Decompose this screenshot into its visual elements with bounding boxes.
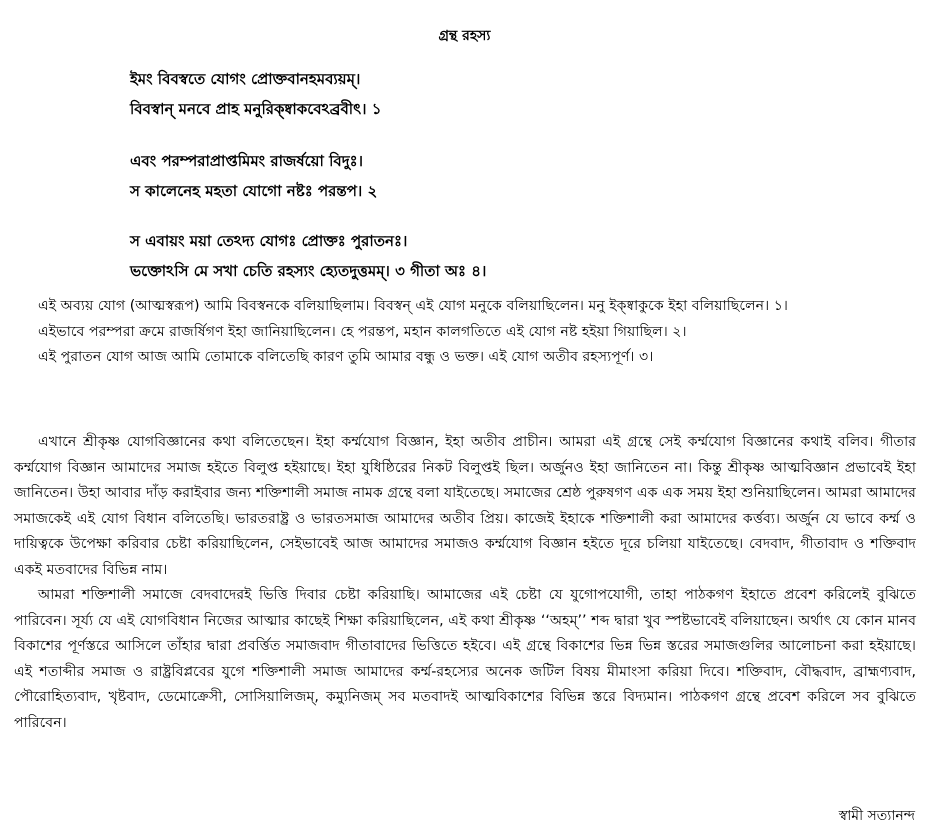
verse-line: বিবস্বান্ মনবে প্রাহ মনুরিক্ষ্বাকবেঽব্রবীৎ। ১: [130, 100, 382, 118]
verse-line: এবং পরম্পরাপ্রাপ্তমিমং রাজর্ষয়ো বিদুঃ।: [130, 152, 363, 170]
translation-section: [14, 294, 916, 371]
body-paragraph: এখানে শ্রীকৃষ্ণ যোগবিজ্ঞানের কথা বলিতেছেন। ইহা কর্ম্মযোগ বিজ্ঞান, ইহা অতীব প্রাচীন। আমরা এই গ্রন্থে সেই কর্ম্মযোগ বিজ্ঞানের কথাই বলিব। গীতার কর্ম্মযোগ বিজ্ঞান আমাদের সমাজ হইতে বিলুপ্ত হইয়াছে। ইহা যুধিষ্ঠিরের নিকট বিলুপ্তই ছিল। অর্জুনও ইহা জানিতেন না। কিন্তু শ্রীকৃষ্ণ আত্মবিজ্ঞান প্রভাবেই ইহা জানিতেন। উহা আবার দাঁড় করাইবার জন্য শক্তিশালী সমাজ নামক গ্রন্থে বলা যাইতেছে। সমাজের শ্রেষ্ঠ পুরুষগণ এক এক সময় ইহা শুনিয়াছিলেন। আমরা আমাদের সমাজকেই এই যোগ বিধান বলিতেছি। ভারতরাষ্ট্র ও ভারতসমাজ আমাদের অতীব প্রিয়। কাজেই ইহাকে শক্তিশালী করা আমাদের কর্ত্তব্য। অর্জুন যে ভাবে কর্ম্ম ও দায়িত্বকে উপেক্ষা করিবার চেষ্টা করিয়াছিলেন, সেইভাবেই আজ আমাদের সমাজও কর্ম্মযোগ বিজ্ঞান হইতে দূরে চলিয়া যাইতেছে। বেদবাদ, গীতাবাদ ও শক্তিবাদ একই মতবাদের বিভিন্ন নাম।: [14, 434, 916, 578]
translation-paragraph: এই অব্যয় যোগ (আত্মস্বরূপ) আমি বিবস্বনকে বলিয়াছিলাম। বিবস্বন্ এই যোগ মনুকে বলিয়াছিলেন। মনু ইক্ষ্বাকুকে ইহা বলিয়াছিলেন। ১।: [38, 298, 788, 314]
translation-paragraph: এই পুরাতন যোগ আজ আমি তোমাকে বলিতেছি কারণ তুমি আমার বন্ধু ও ভক্ত। এই যোগ অতীব রহস্যপূর্ণ। ৩।: [38, 349, 654, 365]
body-section: [14, 430, 916, 736]
page-title: গ্রন্থ রহস্য: [438, 28, 491, 44]
verse-line: স এবায়ং ময়া তেঽদ্য যোগঃ প্রোক্তঃ পুরাতনঃ।: [130, 232, 408, 250]
translation-paragraph: এইভাবে পরম্পরা ক্রমে রাজর্ষিগণ ইহা জানিয়াছিলেন। হে পরন্তপ, মহান কালগতিতে এই যোগ নষ্ট হইয়া গিয়াছিল। ২।: [38, 323, 687, 340]
verse-block-3: [130, 226, 890, 286]
author-signature: স্বামী সত্যানন্দ: [838, 808, 915, 824]
verse-block-2: [130, 146, 890, 206]
body-paragraph: আমরা শক্তিশালী সমাজে বেদবাদেরই ভিত্তি দিবার চেষ্টা করিয়াছি। আমাজের এই চেষ্টা যে যুগোপযোগী, তাহা পাঠকগণ ইহাতে প্রবেশ করিলেই বুঝিতে পারিবেন। সূর্য্য যে এই যোগবিধান নিজের আত্মার কাছেই শিক্ষা করিয়াছিলেন, এই কথা শ্রীকৃষ্ণ ‘‘অহম্’’ শব্দ দ্বারা খুব স্পষ্টভাবেই বলিয়াছেন। অর্থাৎ যে কোন মানব বিকাশের পূর্ণস্তরে আসিলে তাঁহার দ্বারা প্রবর্ত্তিত সমাজবাদ গীতাবাদের ভিত্তিতে হইবে। এই গ্রন্থে বিকাশের ভিন্ন ভিন্ন স্তরের সমাজগুলির আলোচনা করা হইয়াছে। এই শতাব্দীর সমাজ ও রাষ্ট্রবিপ্লবের যুগে শক্তিশালী সমাজ আমাদের কর্ম্ম-রহস্যের অনেক জটিল বিষয় মীমাংসা করিয়া দিবে। শক্তিবাদ, বৌদ্ধবাদ, ব্রাহ্মণ্যবাদ, পৌরোহিত্যবাদ, খৃষ্টবাদ, ডেমোক্রেসী, সোসিয়ালিজম্, কম্যুনিজম্ সব মতবাদই আত্মবিকাশের বিভিন্ন স্তরে বিদ্যমান। পাঠকগণ গ্রন্থে প্রবেশ করিলে সব বুঝিতে পারিবেন।: [14, 587, 916, 731]
verse-block-1: [130, 64, 890, 124]
verse-line: স কালেনেহ মহতা যোগো নষ্টঃ পরন্তপ। ২: [130, 182, 378, 200]
verse-line: ভক্তোঽসি মে সখা চেতি রহস্যং হ্যেতদুত্তমম্। ৩ গীতা অঃ ৪।: [130, 262, 487, 280]
verse-line: ইমং বিবস্বতে যোগং প্রোক্তবানহমব্যয়ম্।: [130, 70, 361, 88]
